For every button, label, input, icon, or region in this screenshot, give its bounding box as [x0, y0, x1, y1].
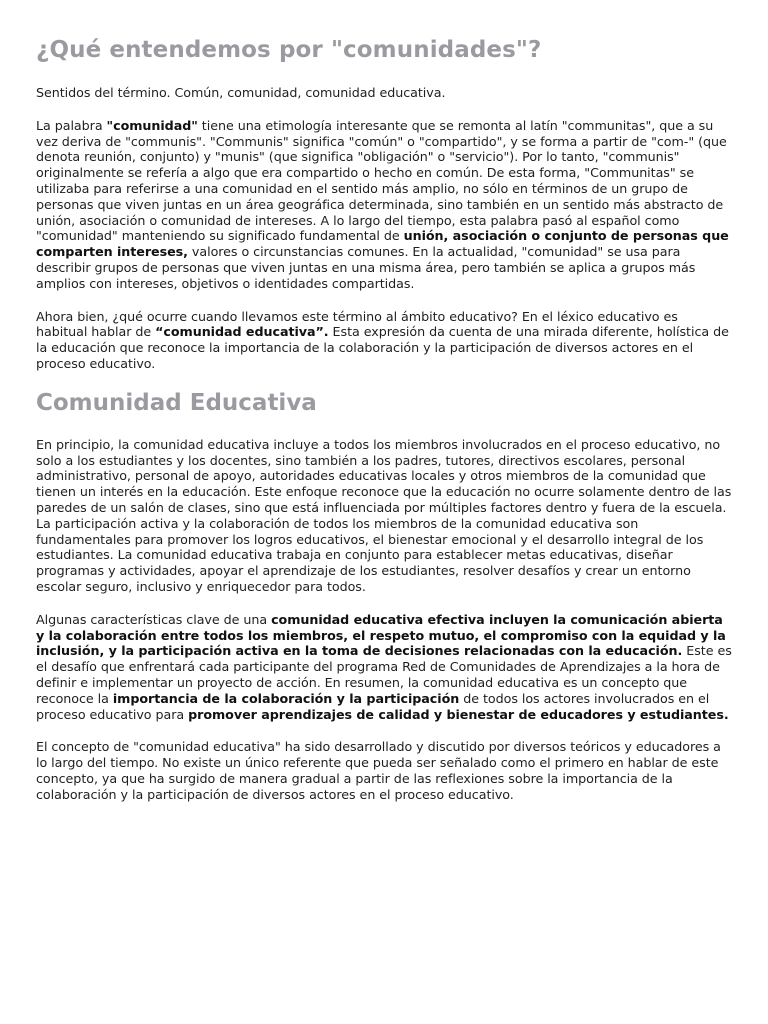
text-run: Esta expresión da cuenta de una mirada diferente, holística de la educación que reconoce la importancia de la colaboración y la participación de diversos actores en el proceso educativo.	[36, 324, 729, 371]
history-paragraph: El concepto de "comunidad educativa" ha sido desarrollado y discutido por diversos teóricos y educadores a lo largo del tiempo. No existe un único referente que pueda ser señalado como el primero en hablar de este concepto, ya que ha surgido de manera gradual a partir de las reflexiones sobre la importancia de la colaboración y la participación de diversos actores en el proceso educativo.	[36, 739, 721, 802]
bold-phrase: unión, asociación o conjunto de personas que comparten intereses,	[36, 228, 729, 260]
etymology-paragraph	[36, 118, 732, 292]
text-run: Algunas características clave de una	[36, 611, 272, 627]
bold-term: "comunidad"	[106, 117, 198, 133]
educational-scope-paragraph	[36, 309, 732, 372]
bold-term: “comunidad educativa”.	[155, 324, 329, 340]
characteristics-paragraph	[36, 612, 732, 723]
intro-paragraph: Sentidos del término. Común, comunidad, comunidad educativa.	[36, 85, 446, 100]
bold-phrase: comunidad educativa efectiva incluyen la comunicación abierta y la colaboración entre todos los miembros, el respeto mutuo, el compromiso con la equidad y la inclusión, y la participación activa en la toma de decisiones relacionadas con la educación.	[36, 611, 726, 659]
text-run: Ahora bien, ¿qué ocurre cuando llevamos este término al ámbito educativo? En el léxico educativo es habitual hablar de	[36, 308, 678, 340]
page-title: ¿Qué entendemos por "comunidades"?	[36, 37, 542, 63]
definition-paragraph: En principio, la comunidad educativa incluye a todos los miembros involucrados en el proceso educativo, no solo a los estudiantes y los docentes, sino también a los padres, tutores, directivos escolares, personal administrativo, personal de apoyo, autoridades educativas locales y otros miembros de la comunidad que tienen un interés en la educación. Este enfoque reconoce que la educación no ocurre solamente dentro de las paredes de un salón de clases, sino que está influenciada por múltiples factores dentro y fuera de la escuela. La participación activa y la colaboración de todos los miembros de la comunidad educativa son fundamentales para promover los logros educativos, el bienestar emocional y el desarrollo integral de los estudiantes. La comunidad educativa trabaja en conjunto para establecer metas educativas, diseñar programas y actividades, apoyar el aprendizaje de los estudiantes, resolver desafíos y crear un entorno escolar seguro, inclusivo y enriquecedor para todos.	[36, 436, 732, 594]
text-run: valores o circunstancias comunes. En la actualidad, "comunidad" se usa para describir grupos de personas que viven juntas en una misma área, pero también se aplica a grupos más amplios con intereses, objetivos o identidades compartidas.	[36, 244, 696, 291]
text-run: tiene una etimología interesante que se remonta al latín "communitas", que a su vez deriva de "communis". "Communis" significa "común" o "compartido", y se forma a partir de "com-" (que denota reunión, conjunto) y "munis" (que significa "obligación" o "servicio"). Por lo tanto, "communis" originalmente se refería a algo que era compartido o hecho en común. De esta forma, "Communitas" se utilizaba para referirse a una comunidad en el sentido más amplio, no sólo en términos de un grupo de personas que viven juntas en un área geográfica determinada, sino también en un sentido más abstracto de unión, asociación o comunidad de intereses. A lo largo del tiempo, esta palabra pasó al español como "comunidad" manteniendo su significado fundamental de	[36, 117, 727, 244]
bold-phrase: promover aprendizajes de calidad y bienestar de educadores y estudiantes.	[188, 706, 729, 722]
bold-phrase: importancia de la colaboración y la participación	[112, 690, 460, 706]
section-heading: Comunidad Educativa	[36, 389, 317, 416]
text-run: de todos los actores involucrados en el proceso educativo para	[36, 690, 710, 722]
text-run: Este es el desafío que enfrentará cada participante del programa Red de Comunidades de Aprendizajes a la hora de definir e implementar un proyecto de acción. En resumen, la comunidad educativa es un concepto que reconoce la	[36, 643, 732, 706]
text-run: La palabra	[36, 117, 107, 133]
